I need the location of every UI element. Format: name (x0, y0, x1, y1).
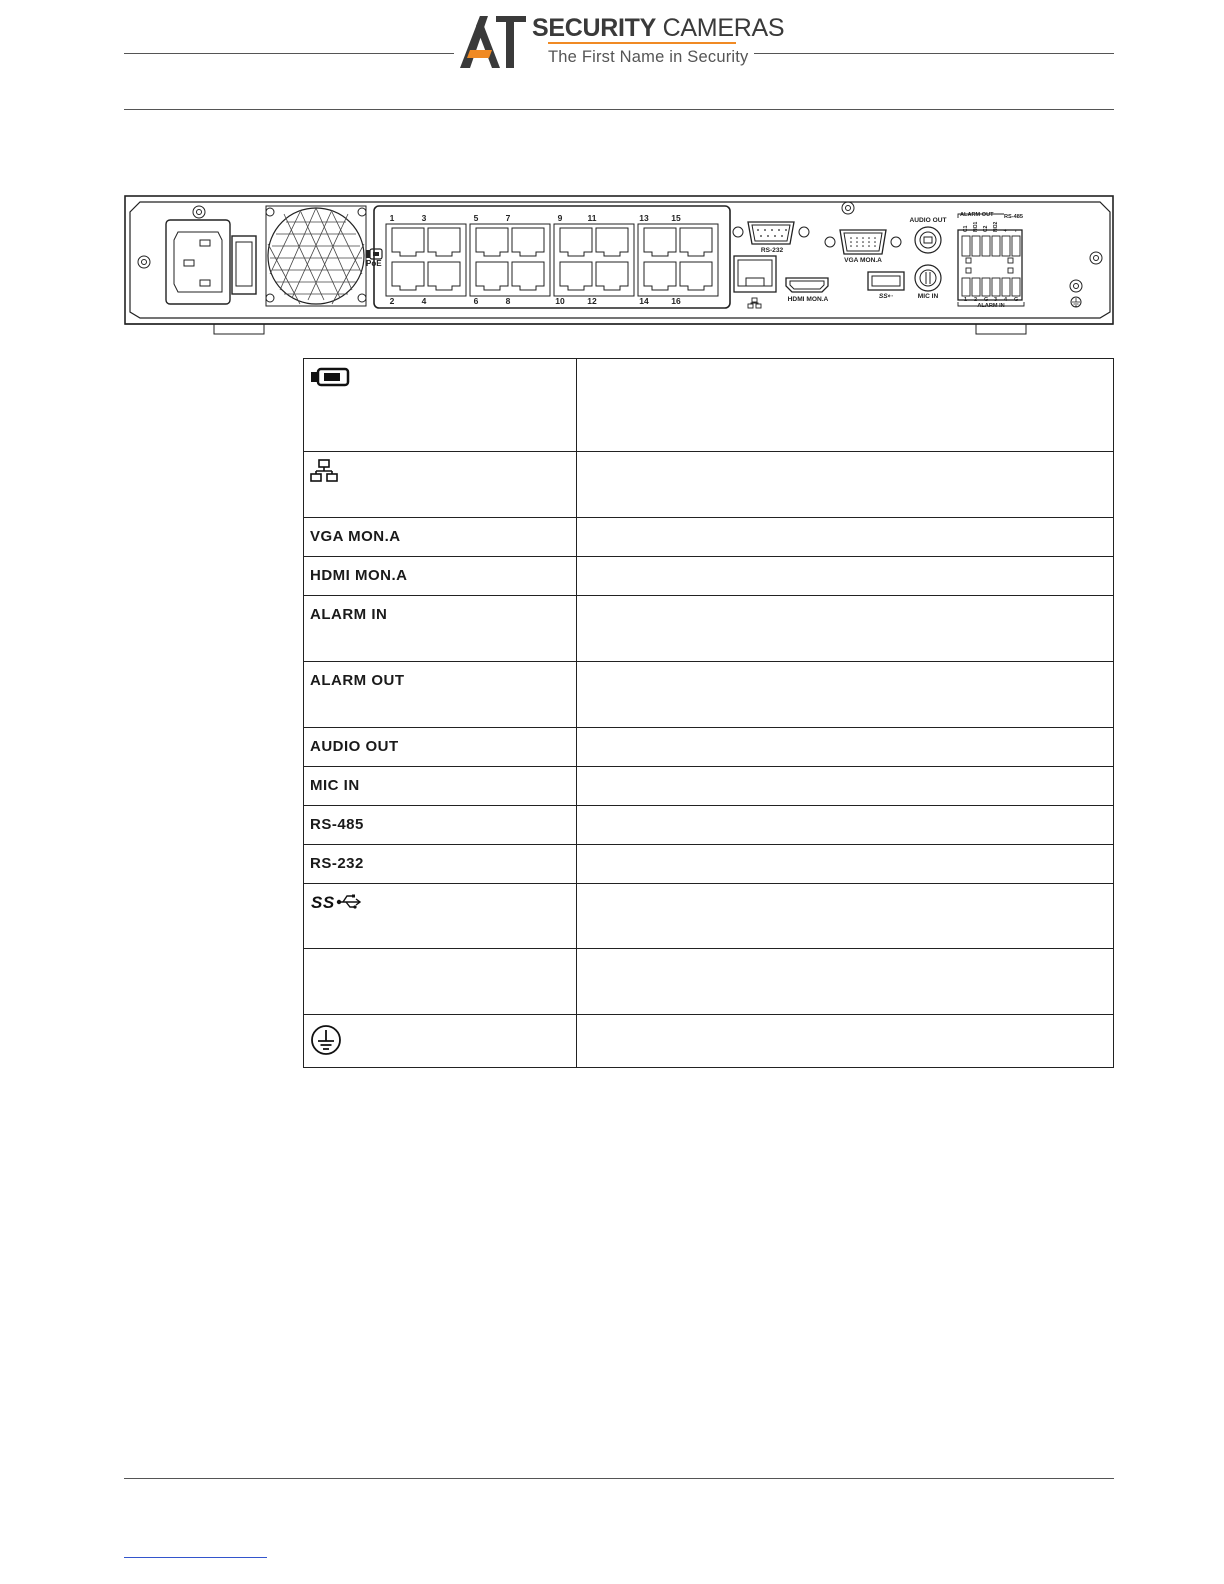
row-description (577, 557, 1114, 596)
alarm-in-pin-label: G (984, 297, 989, 303)
table-row (304, 557, 1114, 596)
table-row (304, 359, 1114, 452)
table-row (304, 949, 1114, 1015)
table-row (304, 806, 1114, 845)
poe-port-number: 1 (389, 213, 395, 223)
row-description (577, 359, 1114, 452)
footer-link-underline[interactable] (124, 1557, 267, 1558)
vga-port-label: VGA MON.A (844, 257, 882, 264)
rj45-jack (428, 262, 460, 290)
row-description (577, 728, 1114, 767)
row-description (577, 767, 1114, 806)
table-row (304, 767, 1114, 806)
poe-port-number: 2 (389, 296, 395, 306)
alarm-out-pin-label: + (1003, 229, 1009, 232)
table-row (304, 662, 1114, 728)
usb-port-label: SS⇠ (878, 293, 894, 300)
alarm-out-pin-label: NO1 (973, 221, 979, 232)
svg-text:SS: SS (311, 893, 335, 912)
network-icon (310, 459, 340, 483)
alarm-out-label: ALARM OUT (960, 212, 994, 218)
poe-port-number: 4 (421, 296, 427, 306)
rj45-jack (512, 228, 544, 256)
row-label: VGA MON.A (310, 528, 401, 545)
poe-port-number: 10 (555, 296, 565, 306)
audio-out-label: AUDIO OUT (909, 217, 947, 224)
row-description (577, 845, 1114, 884)
rj45-jack (476, 228, 508, 256)
rj45-jack (596, 228, 628, 256)
rj45-jack (644, 262, 676, 290)
rs485-label: RS-485 (1004, 214, 1023, 220)
table-row (304, 518, 1114, 557)
rj45-jack (680, 228, 712, 256)
poe-port-number: 14 (639, 296, 649, 306)
header-separator (124, 109, 1114, 110)
row-label: MIC IN (310, 777, 360, 794)
row-description (577, 596, 1114, 662)
rj45-jack (476, 262, 508, 290)
poe-port-number: 9 (557, 213, 563, 223)
rj45-jack (428, 228, 460, 256)
alarm-out-pin-label: C2 (983, 225, 989, 232)
poe-icon (310, 366, 352, 388)
rj45-jack (560, 228, 592, 256)
row-label: AUDIO OUT (310, 738, 399, 755)
poe-port-number: 13 (639, 213, 649, 223)
table-row (304, 596, 1114, 662)
header-rule-right (754, 53, 1114, 54)
poe-port-number: 3 (421, 213, 427, 223)
row-description (577, 452, 1114, 518)
poe-port-number: 8 (505, 296, 511, 306)
alarm-in-pin-label: 4 (1004, 297, 1008, 303)
poe-port-number: 15 (671, 213, 681, 223)
rj45-jack (596, 262, 628, 290)
brand-accent-rule (548, 42, 736, 44)
alarm-out-pin-label: NO2 (993, 221, 999, 232)
brand-name: SECURITY CAMERAS (532, 14, 785, 42)
rj45-jack (680, 262, 712, 290)
poe-port-number: 11 (587, 213, 597, 223)
rj45-jack (392, 228, 424, 256)
table-row (304, 1015, 1114, 1068)
rj45-jack (644, 228, 676, 256)
alarm-out-pin-label: - (1013, 230, 1019, 232)
footer-rule (124, 1478, 1114, 1479)
row-description (577, 662, 1114, 728)
row-label: RS-232 (310, 855, 364, 872)
interface-description-table (303, 358, 1114, 1068)
alarm-in-pin-label: 2 (974, 297, 978, 303)
alarm-in-label: ALARM IN (977, 303, 1005, 309)
alarm-in-pin-label: 1 (964, 297, 968, 303)
ground-icon (310, 1024, 342, 1056)
row-description (577, 518, 1114, 557)
poe-port-number: 16 (671, 296, 681, 306)
poe-port-number: 7 (505, 213, 511, 223)
table-row (304, 845, 1114, 884)
table-row (304, 884, 1114, 949)
row-label: ALARM OUT (310, 672, 405, 689)
poe-port-number: 5 (473, 213, 479, 223)
rj45-jack (512, 262, 544, 290)
alarm-in-pin-label: 3 (994, 297, 998, 303)
brand-tagline: The First Name in Security (548, 48, 749, 66)
header-rule-left (124, 53, 454, 54)
table-row (304, 452, 1114, 518)
row-description (577, 949, 1114, 1015)
logo-mark (456, 12, 530, 72)
rs232-port-label: RS-232 (760, 247, 784, 254)
row-label: ALARM IN (310, 606, 388, 623)
mic-in-label: MIC IN (917, 293, 939, 300)
row-label: HDMI MON.A (310, 567, 408, 584)
row-label: RS-485 (310, 816, 364, 833)
row-description (577, 806, 1114, 845)
rj45-jack (560, 262, 592, 290)
poe-port-number: 6 (473, 296, 479, 306)
rj45-jack (392, 262, 424, 290)
row-description (577, 1015, 1114, 1068)
poe-port-number: 12 (587, 296, 597, 306)
table-row (304, 728, 1114, 767)
hdmi-port-label: HDMI MON.A (787, 296, 829, 303)
row-description (577, 884, 1114, 949)
alarm-out-pin-label: C1 (963, 225, 969, 232)
alarm-in-pin-label: G (1014, 297, 1019, 303)
poe-label: PoE (366, 259, 382, 268)
usb3-icon (310, 891, 364, 913)
